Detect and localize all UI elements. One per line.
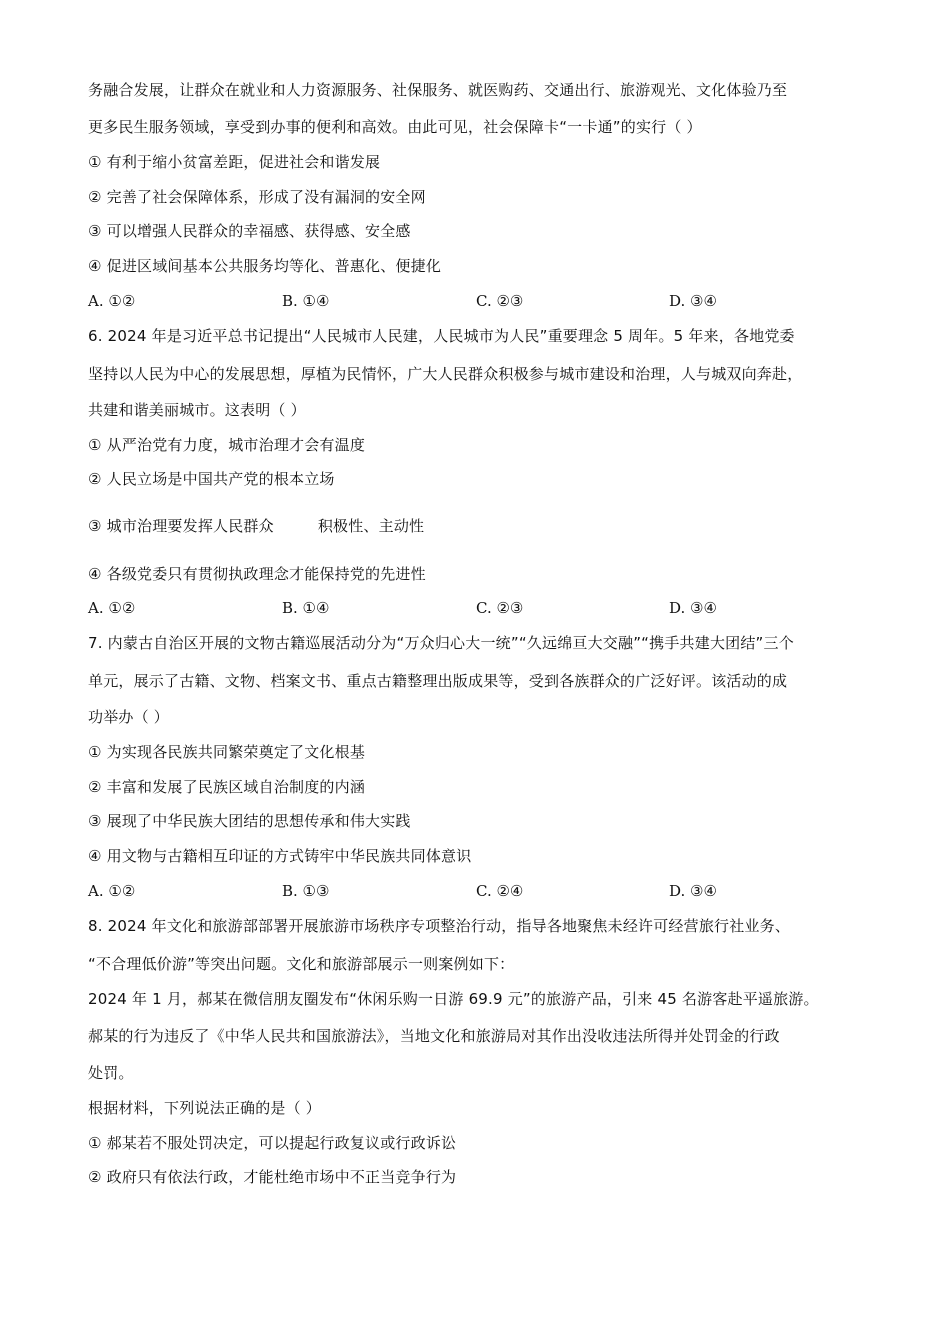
q5-statement-2: ② 完善了社会保障体系，形成了没有漏洞的安全网: [88, 188, 426, 206]
q6-statement-3-part-1: ③ 城市治理要发挥人民群众: [88, 517, 274, 535]
q7-option-d[interactable]: D. ③④: [669, 882, 717, 900]
q7-option-b[interactable]: B. ①③: [282, 882, 330, 900]
q5-option-d[interactable]: D. ③④: [669, 292, 717, 310]
q5-options: [0, 291, 950, 311]
q5-stem-line-2: 更多民生服务领域，享受到办事的便利和高效。由此可见，社会保障卡“一卡通”的实行（ ）: [88, 118, 702, 136]
q7-statement-3: ③ 展现了中华民族大团结的思想传承和伟大实践: [88, 812, 411, 830]
q7-statement-1: ① 为实现各民族共同繁荣奠定了文化根基: [88, 743, 366, 761]
q6-statement-3: [88, 516, 424, 536]
q7-stem-line-3: 功举办（ ）: [88, 708, 169, 726]
q5-stem-line-1: 务融合发展，让群众在就业和人力资源服务、社保服务、就医购药、交通出行、旅游观光、文化体验乃至: [88, 81, 788, 99]
q5-option-b[interactable]: B. ①④: [282, 292, 330, 310]
q6-options: [0, 598, 950, 618]
q7-options: [0, 881, 950, 901]
q7-stem-line-1: 7. 内蒙古自治区开展的文物古籍巡展活动分为“万众归心大一统”“久远绵亘大交融”“携手共建大团结”三个: [88, 634, 794, 652]
q8-case-line-1: 2024 年 1 月，郝某在微信朋友圈发布“休闲乐购一日游 69.9 元”的旅游产品，引来 45 名游客赴平遥旅游。: [88, 990, 819, 1008]
q8-case-line-3: 处罚。: [88, 1064, 134, 1082]
q8-statement-1: ① 郝某若不服处罚决定，可以提起行政复议或行政诉讼: [88, 1134, 457, 1152]
q6-option-a[interactable]: A. ①②: [88, 599, 136, 617]
q8-statement-2: ② 政府只有依法行政，才能杜绝市场中不正当竞争行为: [88, 1168, 457, 1186]
q8-prompt: 根据材料，下列说法正确的是（ ）: [88, 1099, 321, 1117]
q6-statement-2: ② 人民立场是中国共产党的根本立场: [88, 470, 335, 488]
q6-stem-line-2: 坚持以人民为中心的发展思想，厚植为民情怀，广大人民群众积极参与城市建设和治理，人与城双向奔赴，: [88, 365, 803, 383]
q6-option-c[interactable]: C. ②③: [476, 599, 524, 617]
q6-statement-3-part-2: 积极性、主动性: [317, 517, 425, 535]
q5-statement-1: ① 有利于缩小贫富差距，促进社会和谐发展: [88, 153, 381, 171]
q5-option-c[interactable]: C. ②③: [476, 292, 524, 310]
q8-stem-line-2: “不合理低价游”等突出问题。文化和旅游部展示一则案例如下：: [88, 955, 515, 973]
q7-stem-line-2: 单元，展示了古籍、文物、档案文书、重点古籍整理出版成果等，受到各族群众的广泛好评。该活动的成: [88, 672, 788, 690]
q8-case-line-2: 郝某的行为违反了《中华人民共和国旅游法》，当地文化和旅游局对其作出没收违法所得并处罚金的行政: [88, 1027, 780, 1045]
q7-statement-2: ② 丰富和发展了民族区域自治制度的内涵: [88, 778, 366, 796]
q7-statement-4: ④ 用文物与古籍相互印证的方式铸牢中华民族共同体意识: [88, 847, 472, 865]
q6-option-b[interactable]: B. ①④: [282, 599, 330, 617]
q8-stem-line-1: 8. 2024 年文化和旅游部部署开展旅游市场秩序专项整治行动，指导各地聚焦未经许可经营旅行社业务、: [88, 917, 791, 935]
q6-statement-1: ① 从严治党有力度，城市治理才会有温度: [88, 436, 366, 454]
q6-stem-line-1: 6. 2024 年是习近平总书记提出“人民城市人民建，人民城市为人民”重要理念 5 周年。5 年来，各地党委: [88, 327, 795, 345]
q6-option-d[interactable]: D. ③④: [669, 599, 717, 617]
q7-option-c[interactable]: C. ②④: [476, 882, 524, 900]
q5-statement-3: ③ 可以增强人民群众的幸福感、获得感、安全感: [88, 222, 411, 240]
q6-statement-4: ④ 各级党委只有贯彻执政理念才能保持党的先进性: [88, 565, 426, 583]
q6-stem-line-3: 共建和谐美丽城市。这表明（ ）: [88, 401, 306, 419]
q5-option-a[interactable]: A. ①②: [88, 292, 136, 310]
q7-option-a[interactable]: A. ①②: [88, 882, 136, 900]
q5-statement-4: ④ 促进区域间基本公共服务均等化、普惠化、便捷化: [88, 257, 442, 275]
